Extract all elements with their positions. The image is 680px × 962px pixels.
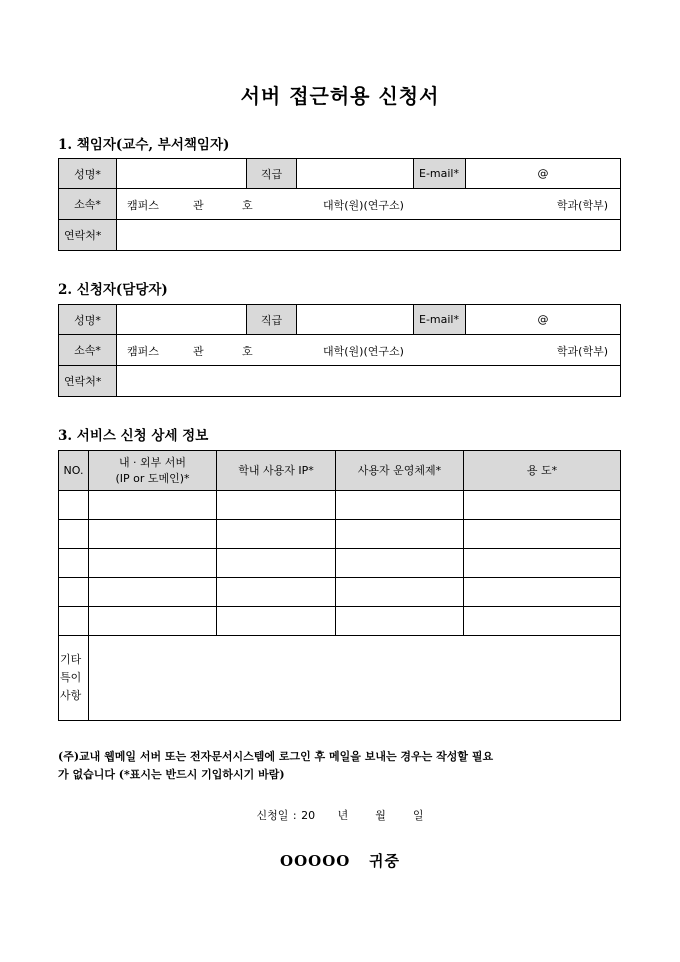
remarks-field[interactable] <box>89 636 621 721</box>
remarks-label-line2: 특이 <box>60 671 82 684</box>
table-row <box>59 549 621 578</box>
row-no-cell[interactable] <box>59 520 89 549</box>
s2-contact-label: 연락처* <box>59 366 117 397</box>
recipient: OOOOO 귀중 <box>280 852 400 870</box>
s2-affil-label: 소속* <box>59 335 117 366</box>
s2-affil-building: 관 <box>193 345 204 358</box>
application-date: 신청일 : 20 년 월 일 <box>256 809 424 822</box>
row-user-ip-cell[interactable] <box>217 520 336 549</box>
s1-affil-college: 대학(원)(연구소) <box>323 199 404 212</box>
row-purpose-cell[interactable] <box>464 607 621 636</box>
section1-heading: 1. 책임자(교수, 부서책임자) <box>58 137 230 153</box>
col-purpose-header: 용 도* <box>464 451 621 491</box>
section3-heading: 3. 서비스 신청 상세 정보 <box>58 428 209 444</box>
row-purpose-cell[interactable] <box>464 520 621 549</box>
s2-affil-dept: 학과(학부) <box>556 345 608 358</box>
row-os-cell[interactable] <box>336 520 464 549</box>
row-purpose-cell[interactable] <box>464 491 621 520</box>
row-user-ip-cell[interactable] <box>217 549 336 578</box>
section1-table <box>58 158 621 251</box>
s2-email-field[interactable] <box>466 305 621 335</box>
section2-table <box>58 304 621 397</box>
row-purpose-cell[interactable] <box>464 549 621 578</box>
table-row <box>59 578 621 607</box>
row-no-cell[interactable] <box>59 578 89 607</box>
s1-affil-campus: 캠퍼스 <box>127 199 159 212</box>
row-server-cell[interactable] <box>89 607 217 636</box>
col-os-header: 사용자 운영체제* <box>336 451 464 491</box>
remarks-label <box>59 636 89 721</box>
s2-contact-field[interactable] <box>117 366 621 397</box>
row-no-cell[interactable] <box>59 491 89 520</box>
s2-affil-field[interactable] <box>117 335 621 366</box>
section3-table <box>58 450 621 721</box>
table-row <box>59 607 621 636</box>
s1-affil-label: 소속* <box>59 189 117 220</box>
s2-affil-campus: 캠퍼스 <box>127 345 159 358</box>
row-user-ip-cell[interactable] <box>217 578 336 607</box>
s2-name-label: 성명* <box>59 305 117 335</box>
row-purpose-cell[interactable] <box>464 578 621 607</box>
s2-rank-label: 직급 <box>247 305 297 335</box>
s2-affil-college: 대학(원)(연구소) <box>323 345 404 358</box>
s1-affil-dept: 학과(학부) <box>556 199 608 212</box>
s1-email-label: E-mail* <box>414 159 466 189</box>
row-server-cell[interactable] <box>89 549 217 578</box>
s1-affil-building: 관 <box>193 199 204 212</box>
col-server-header-line1: 내 · 외부 서버 <box>118 455 187 469</box>
s1-rank-label: 직급 <box>247 159 297 189</box>
row-os-cell[interactable] <box>336 578 464 607</box>
s2-email-at: @ <box>537 313 549 326</box>
row-user-ip-cell[interactable] <box>217 491 336 520</box>
s1-name-field[interactable] <box>117 159 247 189</box>
row-server-cell[interactable] <box>89 578 217 607</box>
s1-affil-field[interactable] <box>117 189 621 220</box>
remarks-label-line1: 기타 <box>60 653 82 666</box>
s1-name-label: 성명* <box>59 159 117 189</box>
s1-email-at: @ <box>537 167 549 180</box>
col-no-header: NO. <box>59 451 89 491</box>
section2-heading: 2. 신청자(담당자) <box>58 282 168 298</box>
s1-contact-field[interactable] <box>117 220 621 251</box>
row-no-cell[interactable] <box>59 549 89 578</box>
col-server-header <box>89 451 217 491</box>
footnote-line1: (주)교내 웹메일 서버 또는 전자문서시스템에 로그인 후 메일을 보내는 경우는 작성할 필요 <box>58 750 494 763</box>
col-user-ip-header: 학내 사용자 IP* <box>217 451 336 491</box>
table-row <box>59 520 621 549</box>
row-server-cell[interactable] <box>89 520 217 549</box>
row-user-ip-cell[interactable] <box>217 607 336 636</box>
form-title: 서버 접근허용 신청서 <box>240 84 440 108</box>
s2-rank-field[interactable] <box>297 305 414 335</box>
col-server-header-line2: (IP or 도메인)* <box>115 471 190 485</box>
row-os-cell[interactable] <box>336 549 464 578</box>
s2-email-label: E-mail* <box>414 305 466 335</box>
s2-affil-room: 호 <box>242 345 253 358</box>
s1-contact-label: 연락처* <box>59 220 117 251</box>
remarks-label-line3: 사항 <box>60 689 82 702</box>
table-row <box>59 491 621 520</box>
footnote <box>58 748 624 784</box>
row-server-cell[interactable] <box>89 491 217 520</box>
row-os-cell[interactable] <box>336 491 464 520</box>
s1-affil-room: 호 <box>242 199 253 212</box>
row-no-cell[interactable] <box>59 607 89 636</box>
row-os-cell[interactable] <box>336 607 464 636</box>
footnote-line2: 가 없습니다 (*표시는 반드시 기입하시기 바람) <box>58 768 285 781</box>
s2-name-field[interactable] <box>117 305 247 335</box>
s1-rank-field[interactable] <box>297 159 414 189</box>
s1-email-field[interactable] <box>466 159 621 189</box>
